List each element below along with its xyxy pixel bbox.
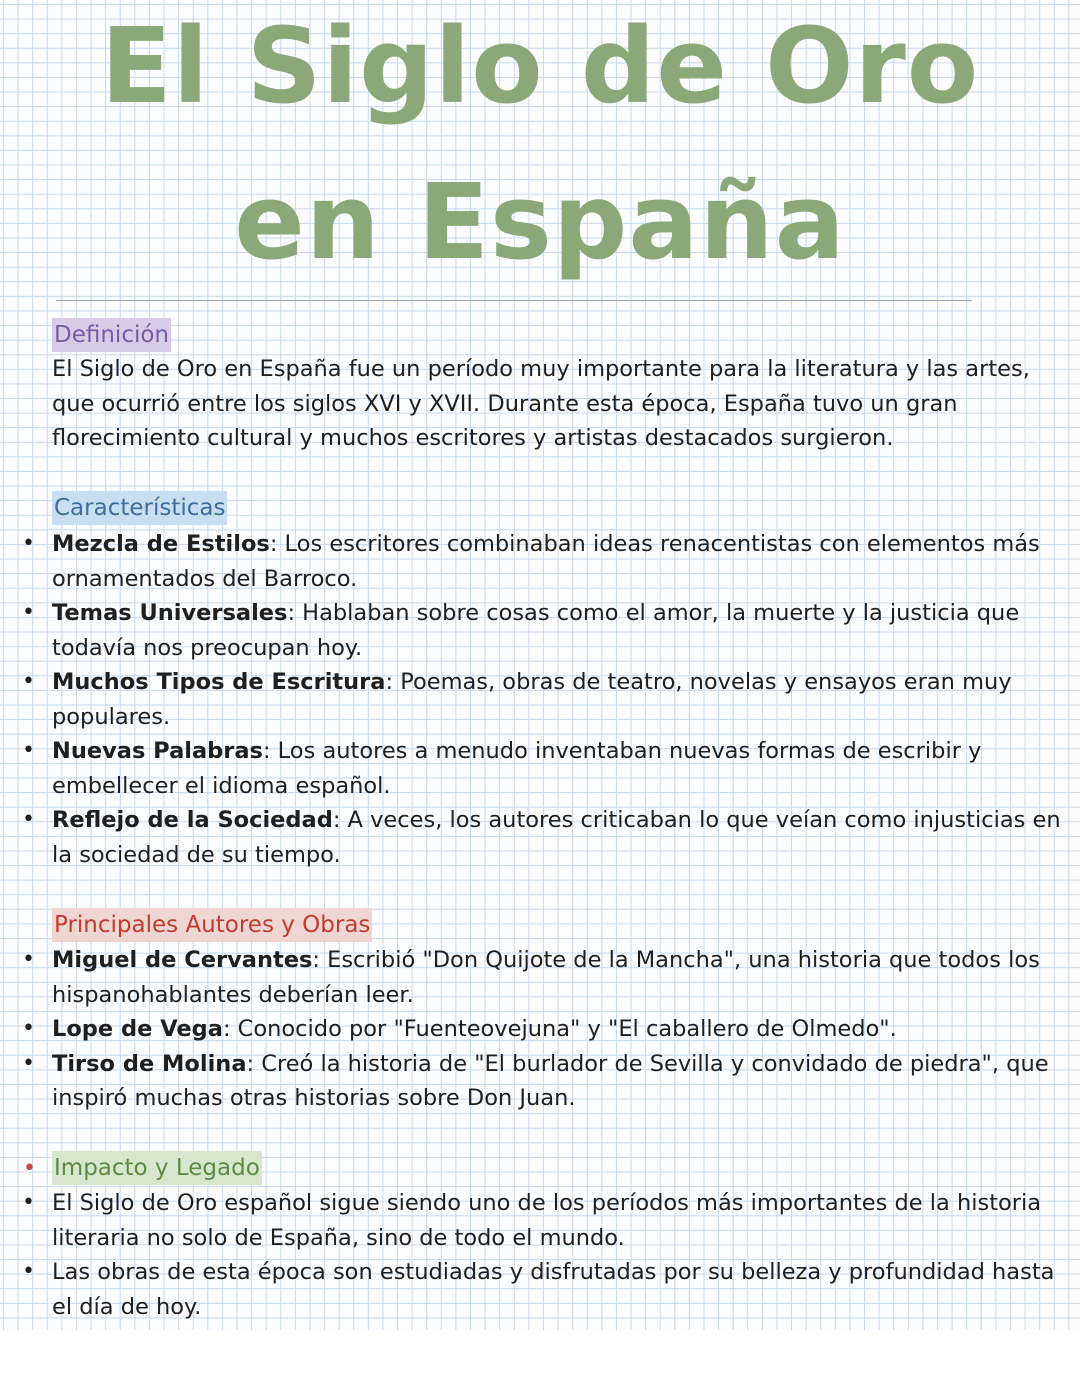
item-text: El Siglo de Oro español sigue siendo uno de los períodos más importantes de la historia literaria no solo de España, sino de todo el mundo. [52, 1190, 1042, 1251]
item-term: Miguel de Cervantes [52, 947, 313, 973]
title-divider [56, 300, 972, 301]
list-item [0, 1255, 1075, 1324]
item-term: Nuevas Palabras [52, 738, 263, 764]
item-text: : Los escritores combinaban ideas renacentistas con elementos más ornamentados del Barroco. [52, 531, 1040, 592]
item-term: Tirso de Molina [52, 1050, 247, 1077]
item-term: Lope de Vega [52, 1016, 223, 1042]
page-title-line-1: El Siglo de Oro [100, 5, 980, 127]
page-title-line-2: en España [234, 161, 846, 283]
item-text: : Los autores a menudo inventaban nuevas formas de escribir y embellecer el idioma español. [52, 738, 982, 799]
item-text: : Hablaban sobre cosas como el amor, la muerte y la justicia que todavía nos preocupan hoy. [52, 600, 1020, 661]
item-text: Las obras de esta época son estudiadas y disfrutadas por su belleza y profundidad hasta el día de hoy. [52, 1259, 1055, 1320]
item-term: Mezcla de Estilos [52, 531, 270, 557]
bullet-icon: • [23, 1156, 36, 1181]
item-text: : A veces, los autores criticaban lo que veían como injusticias en la sociedad de su tiempo. [52, 807, 1061, 868]
list-item [0, 1047, 1075, 1116]
list-item [0, 1012, 1075, 1047]
list-item [0, 665, 1075, 734]
autores-list [0, 943, 1075, 1116]
section-heading-impacto: Impacto y Legado [52, 1151, 262, 1185]
list-item [0, 803, 1075, 872]
list-item [0, 596, 1075, 665]
list-item [0, 734, 1075, 803]
item-text: : Conocido por "Fuenteovejuna" y "El caballero de Olmedo". [222, 1016, 897, 1042]
list-item [0, 527, 1075, 596]
list-item [0, 1186, 1075, 1255]
item-text: : Creó la historia de "El burlador de Sevilla y convidado de piedra", que inspiró muchas otras historias sobre Don Juan. [52, 1050, 1049, 1111]
definicion-paragraph: El Siglo de Oro en España fue un período muy importante para la literatura y las artes, que ocurrió entre los siglos XVI y XVII. Durante esta época, España tuvo un gran florecimiento cultural y muchos escritores y artistas destacados surgieron. [52, 356, 1030, 451]
section-heading-caracteristicas: Características [52, 491, 227, 525]
item-text: : Poemas, obras de teatro, novelas y ensayos eran muy populares. [52, 669, 1012, 730]
item-term: Muchos Tipos de Escritura [52, 669, 386, 695]
item-term: Temas Universales [52, 600, 288, 626]
section-heading-definicion: Definición [52, 318, 171, 352]
section-heading-autores: Principales Autores y Obras [52, 908, 372, 942]
list-item [0, 943, 1075, 1012]
item-text: : Escribió "Don Quijote de la Mancha", una historia que todos los hispanohablantes deberían leer. [52, 947, 1040, 1008]
impacto-list [0, 1186, 1075, 1324]
item-term: Reflejo de la Sociedad [52, 807, 333, 833]
caracteristicas-list [0, 527, 1075, 872]
